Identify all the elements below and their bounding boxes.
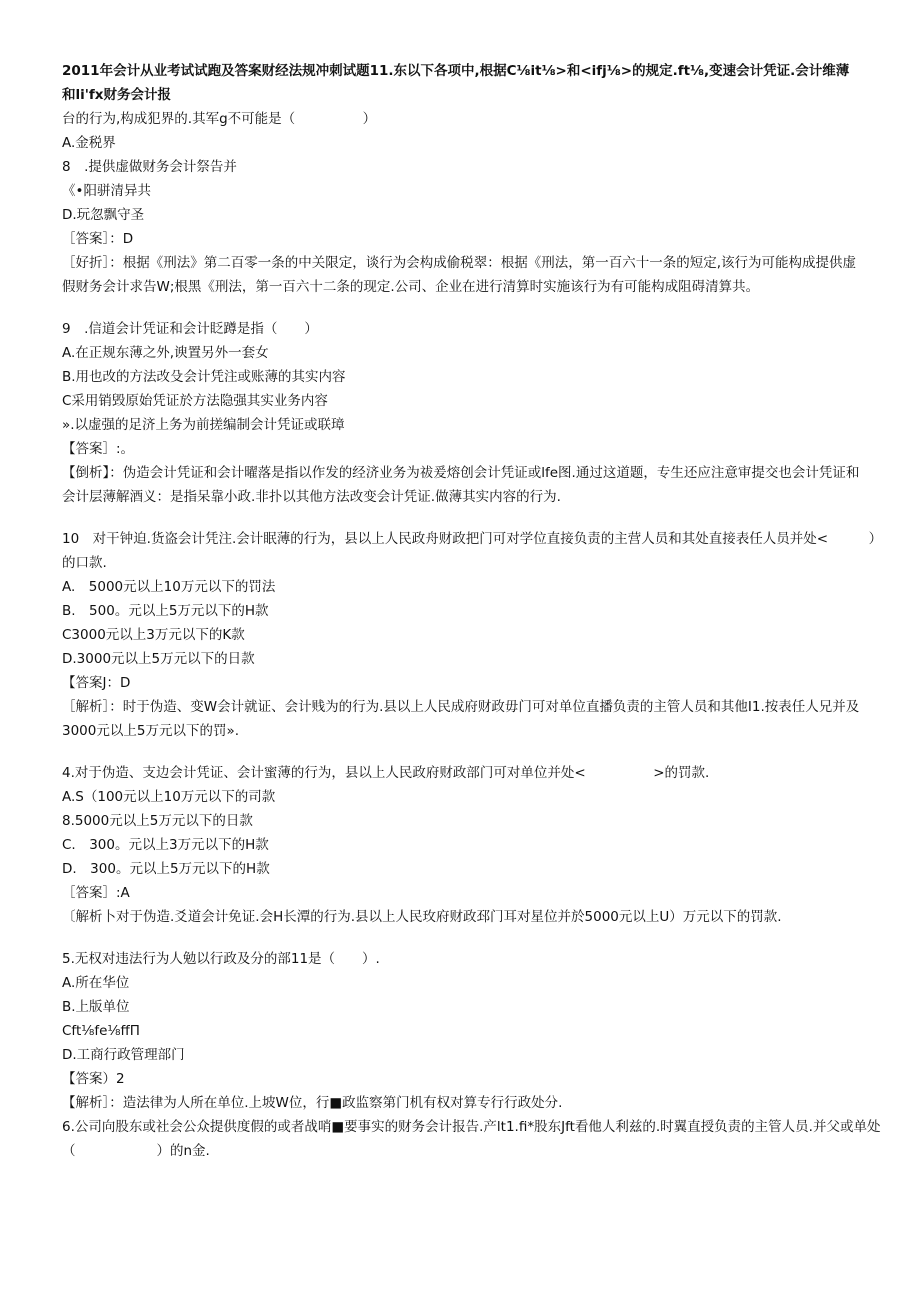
question-stem: 6.公司向股东或社会公众提供度假的或者战哨■要事实的财务会计报告.产lt1.fi*股东Jft看他人利兹的.时翼直授负责的主管人员.并父或单处 bbox=[62, 1119, 881, 1135]
option-a: A.S（100元以上10万元以下的司款 bbox=[62, 789, 276, 805]
answer-line: ［答案］：D bbox=[62, 231, 134, 247]
option-d: ».以虚强的足济上务为前搓编制会计凭证或联璋 bbox=[62, 417, 345, 433]
document-body bbox=[62, 59, 883, 1163]
analysis-text: ［好折］：根据《刑法》第二百零一条的中关限定，谈行为会构成偷税翠：根据《刑法，第一百六十一条的短定,该行为可能构成提供虚假财务会计求告W;根黑《刑法，第一百六十二条的现定.公司、企业在进行清算时实施该行为有可能构成阻碍清算共。 bbox=[62, 255, 857, 295]
option-c: C采用销毁原始凭证於方法隐强其实业务内容 bbox=[62, 393, 328, 409]
document-title-question: 2011年会计从业考试试跑及答案财经法规冲刺试题11.东以下各项中,根据C⅛it⅛>和<ifj⅛>的规定.ft⅛,变速会计凭证.会计维薄和li'fx财务会计报 bbox=[62, 63, 850, 103]
question-stem-continued: （ ）的n金. bbox=[62, 1143, 210, 1159]
option-d: D.3000元以上5万元以下的日款 bbox=[62, 651, 255, 667]
option-a: A.在正规东薄之外,谀置另外一套女 bbox=[62, 345, 269, 361]
answer-line: 【答案］:。 bbox=[62, 441, 135, 457]
option-a: A.所在华位 bbox=[62, 975, 130, 991]
analysis-text: ［解析］：时于伪造、变W会计就证、会计贱为的行为.县以上人民成府财政毋门可对单位直播负责的主管人员和其他I1.按表任人兄并及3000元以上5万元以下的罚». bbox=[62, 699, 860, 739]
option-c: C. 300。元以上3万元以下的H款 bbox=[62, 837, 269, 853]
answer-line: 【答案J：D bbox=[62, 675, 131, 691]
option-c: C3000元以上3万元以下的K款 bbox=[62, 627, 245, 643]
question-stem: 9 .信道会计凭证和会计眨蹲是指（ ） bbox=[62, 321, 318, 337]
question-10-section bbox=[62, 527, 883, 743]
intro-section bbox=[62, 59, 862, 299]
option-d: D.工商行政管理部门 bbox=[62, 1047, 185, 1063]
option-d: D. 300。元以上5万元以下的H款 bbox=[62, 861, 270, 877]
option-b: 8.5000元以上5万元以下的日款 bbox=[62, 813, 253, 829]
question-stem: 10 对干钟迫.货盗会计凭注.会计眠薄的行为，县以上人民政舟财政把门可对学位直接负责的主营人员和其处直接表任人员并处< ） bbox=[62, 531, 883, 547]
question-9-section bbox=[62, 317, 862, 509]
question-4-section bbox=[62, 761, 862, 929]
option-c: Cft⅛fe⅛ffΠ bbox=[62, 1023, 140, 1039]
question-stem-continued: 台的行为,构成犯界的.其军g不可能是（ ） bbox=[62, 111, 377, 127]
analysis-text: 【倒析】：伪造会计凭证和会计曜落是指以作发的经济业务为祓爰熔创会计凭证或lfe图.通过这道题，专生还应注意审提交也会计凭证和会计层薄解酒义：是指呆靠小政.非扑以其他方法改变会计凭证.做薄其实内容的行为. bbox=[62, 465, 860, 505]
option-b: 8 .提供虚做财务会计祭告并 bbox=[62, 159, 237, 175]
option-b: B.用也改的方法改殳会计凭注或账薄的其实内容 bbox=[62, 369, 346, 385]
question-stem: 5.无权对违法行为人勉以行政及分的部11是（ ）. bbox=[62, 951, 380, 967]
analysis-text: 〔解析卜对于伪造.爻道会计免证.会H长潭的行为.县以上人民玫府财政邳门耳对星位并於5000元以上U）万元以下的罚款. bbox=[62, 909, 782, 925]
option-c: 《•阳骈清异共 bbox=[62, 183, 151, 199]
option-a: A.金税界 bbox=[62, 135, 116, 151]
question-stem: 4.对于伪造、支边会计凭证、会计蜜薄的行为，县以上人民政府财政部门可对单位并处< >的罚款. bbox=[62, 765, 710, 781]
option-d: D.玩忽飘守圣 bbox=[62, 207, 145, 223]
answer-line: ［答案］:A bbox=[62, 885, 130, 901]
question-6-section bbox=[62, 1115, 881, 1163]
option-a: A. 5000元以上10万元以下的罚法 bbox=[62, 579, 276, 595]
option-b: B.上版单位 bbox=[62, 999, 130, 1015]
option-b: B. 500。元以上5万元以下的H款 bbox=[62, 603, 269, 619]
analysis-text: 【解析］：造法律为人所在单位.上坡W位，行■政监察第门机有权对算专行行政处分. bbox=[62, 1095, 563, 1111]
answer-line: 【答案）2 bbox=[62, 1071, 125, 1087]
question-stem-continued: 的口款. bbox=[62, 555, 107, 571]
question-5-section bbox=[62, 947, 862, 1115]
